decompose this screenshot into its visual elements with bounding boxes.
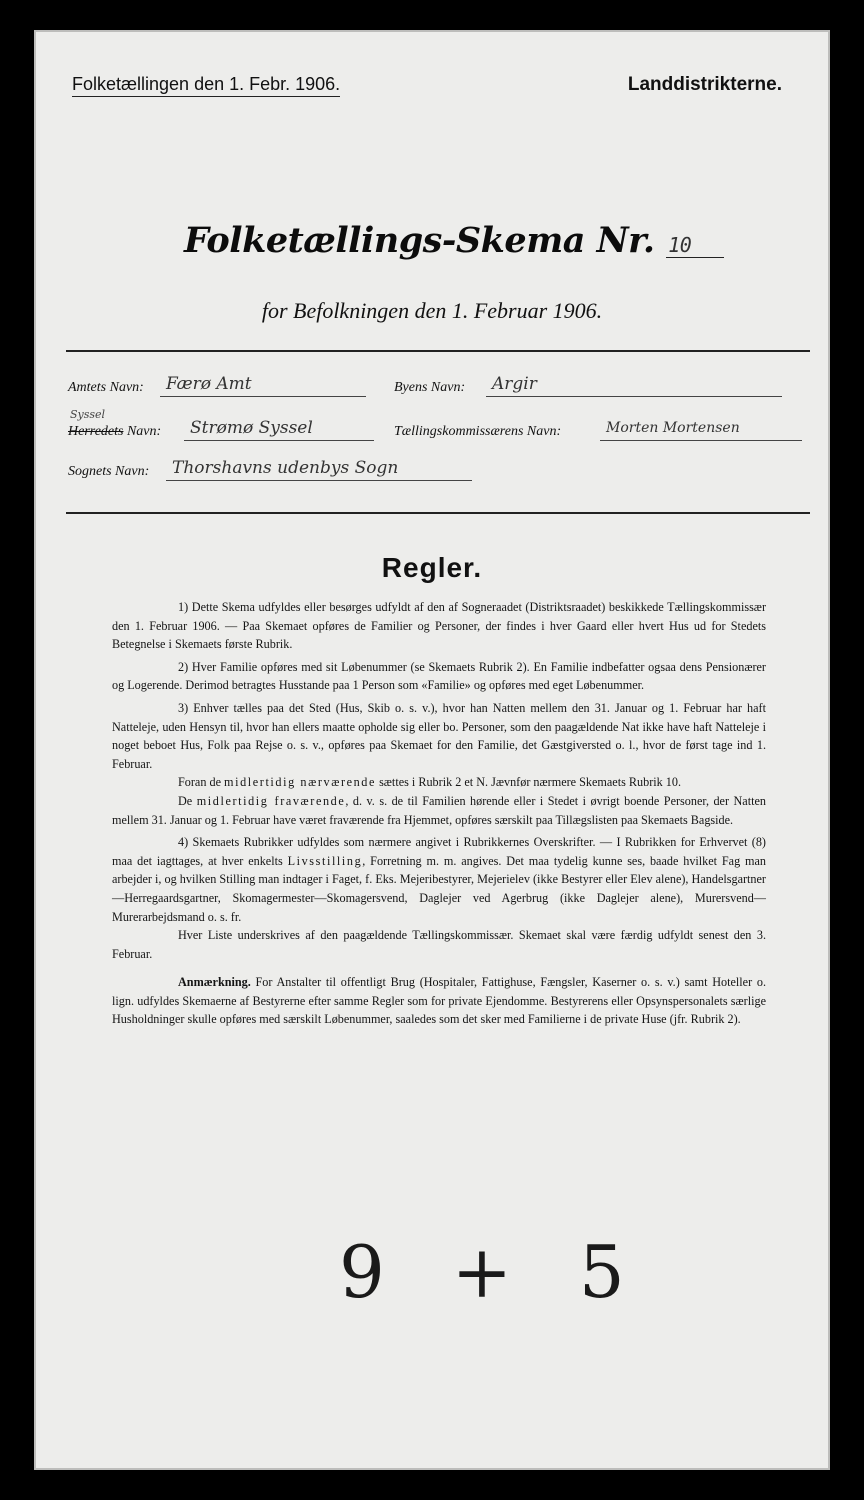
header-district-type: Landdistrikterne. bbox=[627, 74, 782, 95]
form-title-text: Folketællings-Skema Nr. bbox=[184, 220, 655, 261]
rule-3c-emphasis: midlertidig fraværende bbox=[196, 793, 346, 808]
rule-3c-pre: De bbox=[178, 793, 193, 808]
rule-3b-post: sættes i Rubrik 2 et N. Jævnfør nærmere Skemaets Rubrik 10. bbox=[379, 775, 682, 790]
rule-3b-pre: Foran de bbox=[178, 775, 221, 790]
amt-value: Færø Amt bbox=[160, 374, 366, 397]
kommissaer-value: Morten Mortensen bbox=[600, 418, 802, 441]
by-label: Byens Navn: bbox=[394, 380, 466, 395]
rule-1: 1) Dette Skema udfyldes eller besørges udfyldt af den af Sogneraadet (Distriktsraadet) beskikkede Tællingskommissær den 1. Februar 1906. — Paa Skemaet opføres de Familier og Personer, der findes i hver Gaard eller hvert Hus ud for Stedets Betegnelse i Skemaets første Rubrik. bbox=[112, 600, 766, 652]
herred-label bbox=[68, 424, 161, 440]
rule-4 bbox=[112, 833, 766, 926]
form-title bbox=[184, 220, 724, 261]
handwritten-number: 9 + 5 bbox=[339, 1230, 647, 1314]
rules-heading: Regler. bbox=[381, 552, 483, 583]
kommissaer-label: Tællingskommissærens Navn: bbox=[394, 424, 562, 439]
rule-3c bbox=[112, 792, 766, 829]
rule-3: 3) Enhver tælles paa det Sted (Hus, Skib o. s. v.), hvor han Natten mellem den 31. Januar og 1. Februar har haft Natteleje, uden Hensyn til, hvor han ellers maatte opholde sig eller bo. Personer, som den paagældende Nat ikke have haft Natteleje i noget beboet Hus, Folk paa Rejse o. s. v., opføres paa Skemaet for den Familie, det Gæstgiversted o. l., hvor de først tage ind 1. Februar. bbox=[112, 700, 766, 771]
sogn-label: Sognets Navn: bbox=[68, 464, 150, 479]
rule-4-emphasis: Livsstilling bbox=[287, 853, 363, 868]
rule-2: 2) Hver Familie opføres med sit Løbenummer (se Skemaets Rubrik 2). En Familie indbefatter ogsaa dens Pensionærer og Logerende. Derimod betragtes Husstande paa 1 Person som «Familie» og opføres med eget Løbenummer. bbox=[112, 659, 766, 693]
form-subtitle: for Befolkningen den 1. Februar 1906. bbox=[261, 298, 603, 323]
rule-5: Hver Liste underskrives af den paagældende Tællingskommissær. Skemaet skal være færdig udfyldt senest den 3. Februar. bbox=[112, 928, 766, 961]
rule-4-pre: 4) Skemaets Rubrikker udfyldes som nærmere angivet i Rubrikkernes Overskrifter. — I Rubrikken for Erhvervet (8) maa det iagttages, at hver enkelts bbox=[112, 835, 766, 868]
rule-4-post: , Forretning m. m. angives. Det maa tydelig kunne ses, baade hvilket Fag man arbejder i, og hvilken Stilling man indtager i Faget, f. Eks. Mejeribestyrer, Mejerielev (ikke Bestyrer eller Elev alene), Handelsgartner—Herregaardsgartner, Skomagermester—Skomagersvend, Daglejer ved Agerbrug (ikke Daglejer alene), Murersvend—Murerarbejdsmand o. s. fr. bbox=[112, 853, 767, 924]
herred-correction: Syssel bbox=[70, 408, 106, 421]
amt-label: Amtets Navn: bbox=[68, 380, 144, 395]
census-form-page bbox=[34, 30, 830, 1470]
herred-label-text: Navn: bbox=[126, 424, 162, 439]
note-label: Anmærkning. bbox=[178, 975, 251, 990]
rules-body bbox=[112, 598, 766, 1033]
rule-3b-emphasis: midlertidig nærværende bbox=[224, 775, 377, 790]
divider-top bbox=[66, 350, 810, 352]
header-census-date: Folketællingen den 1. Febr. 1906. bbox=[72, 74, 340, 97]
rule-3c-post: , d. v. s. de til Familien hørende eller i Stedet i øvrigt boende Personer, der Natten mellem 31. Januar og 1. Februar have været fraværende fra Hjemmet, opføres særskilt paa Tillægslisten paa Skemaets Bagside. bbox=[112, 793, 766, 827]
form-number: 10 bbox=[666, 233, 724, 258]
sogn-value: Thorshavns udenbys Sogn bbox=[166, 458, 472, 481]
note-text: For Anstalter til offentligt Brug (Hospitaler, Fattighuse, Fængsler, Kaserner o. s. v.) samt Hoteller o. lign. udfyldes Skemaerne af Bestyrerne efter samme Regler som for private Ejendomme. Bestyrerens eller Opsynspersonalets særlige Husholdninger skulle opføres med særskilt Løbenummer, saaledes som det sker med Familierne i de private Huse (jfr. Rubrik 2). bbox=[112, 975, 767, 1027]
rule-3b bbox=[112, 773, 766, 792]
herred-value: Strømø Syssel bbox=[184, 418, 374, 441]
rules-note bbox=[112, 973, 766, 1029]
divider-bottom bbox=[66, 512, 810, 514]
by-value: Argir bbox=[486, 374, 782, 397]
herred-struck-word: Herredets bbox=[68, 424, 124, 439]
